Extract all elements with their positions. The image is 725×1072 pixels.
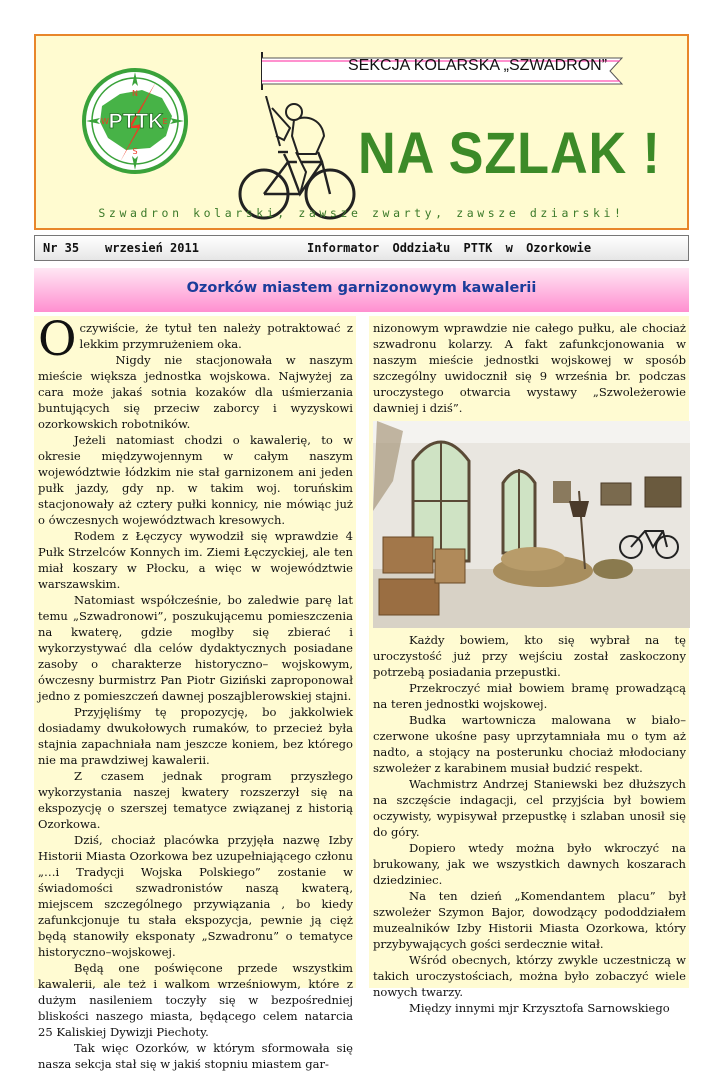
magazine-title: NA SZLAK ! xyxy=(358,121,661,186)
article-right-column-bottom xyxy=(373,632,686,1016)
article-paragraph: Będą one poświęcone przede wszystkim kawalerii, ale też i walkom wrześniowym, które z dużym nasileniem toczyły się w bezpośredniej bliskości naszego miasta, będącego celem natarcia 25 Kaliskiej Dywizji Piechoty. xyxy=(38,961,353,1039)
publisher: Informator Oddziału PTTK w Ozorkowie xyxy=(307,241,592,255)
article-paragraph: Oczywiście, że tytuł ten należy potraktować z lekkim przymrużeniem oka. xyxy=(38,312,353,367)
issue-info-bar xyxy=(34,235,689,261)
article-paragraph: Z czasem jednak program przyszłego wykorzystania naszej kwatery rozszerzył się na ekspozycję o szerszej tematyce związanej z historią Ozorkowa. xyxy=(38,769,353,831)
article-paragraph: Dopiero wtedy można było wkroczyć na brukowany, jak we wszystkich dawnych koszarach dziedziniec. xyxy=(373,841,686,887)
issue-number: Nr 35 xyxy=(43,241,80,255)
pttk-logo-text: PTTK xyxy=(108,110,164,133)
article-paragraph: Między innymi mjr Krzysztofa Sarnowskiego xyxy=(409,1001,670,1015)
article-headline: Ozorków miastem garnizonowym kawalerii xyxy=(186,280,537,296)
article-left-column xyxy=(34,312,356,1071)
article-paragraph: Natomiast współcześnie, bo zaledwie parę lat temu „Szwadronowi”, poszukującemu pomieszczenia na kwaterę, gdzie mogłby się zbierać i wykorzystywać dla celów dydaktycznych posiadane zasoby o charakterze historyczno– wojskowym, ówczesny burmistrz Pan Piotr Giziński zaproponował jedno z pomieszczeń dawnej poszajblerowskiej stajni. xyxy=(38,593,353,703)
article-paragraph: nizonowym wprawdzie nie całego pułku, ale chociaż szwadronu kolarzy. A fakt zafunkcjonowania w naszym mieście jednostki wojskowej w sposób szczególny uwidocznił się 9 września br. podczas uroczystego otwarcia wystawy „Szwoleżerowie dawniej i dziś”. xyxy=(373,321,686,415)
section-banner-text: SEKCJA KOLARSKA „SZWADRON” xyxy=(348,57,608,74)
article-paragraph: Przekroczyć miał bowiem bramę prowadzącą na teren jednostki wojskowej. xyxy=(373,681,686,711)
article-paragraph: Budka wartownicza malowana w biało– czerwone ukośne pasy uprzytamniała mu o tym aż nadto, a stojący na posterunku chociaż młodociany szwoleżer z karabinem musiał budzić respekt. xyxy=(373,713,686,775)
article-paragraph: Jeżeli natomiast chodzi o kawalerię, to w okresie międzywojennym w całym naszym województwie łódzkim nie stał garnizonem ani jeden pułk jazdy, gdy np. w takim woj. toruńskim stacjonowały aż cztery pułki konnicy, nie mówiąc już o ówczesnych województwach kresowych. xyxy=(38,433,353,527)
article-paragraph: Wachmistrz Andrzej Staniewski bez dłuższych na szczęście indagacji, cel przyjścia był bowiem oczywisty, wypisywał przepustkę i szlaban unosił się do góry. xyxy=(373,777,686,839)
masthead xyxy=(34,34,689,230)
motto: Szwadron kolarski, zawsze zwarty, zawsze dziarski! xyxy=(98,206,625,220)
compass-w: W xyxy=(101,117,109,126)
pttk-compass-logo xyxy=(80,66,190,176)
drop-cap: O xyxy=(38,312,77,367)
compass-s: S xyxy=(132,147,138,156)
article-paragraph: Na ten dzień „Komendantem placu” był szwoleżer Szymon Bajor, dowodzący pododdziałem muzealników Izby Historii Miasta Ozorkowa, który przybywających gości serdecznie witał. xyxy=(373,889,686,951)
article-paragraph: Wśród obecnych, którzy zwykle uczestniczą w takich uroczystościach, można było zobaczyć wiele nowych twarzy. xyxy=(373,953,686,999)
article-paragraph: Rodem z Łęczycy wywodził się wprawdzie 4 Pułk Strzelców Konnych im. Ziemi Łęczyckiej, ale ten miał koszary w Płocku, a więc w województwie warszawskim. xyxy=(38,529,353,591)
cyclist-illustration xyxy=(236,96,356,221)
compass-n: N xyxy=(132,89,138,98)
article-paragraph: Przyjęliśmy tę propozycję, bo jakkolwiek dosiadamy dwukołowych rumaków, to przecież była stajnia zapachniała nam jeszcze koniem, bez którego nie ma prawdziwej kawalerii. xyxy=(38,705,353,767)
issue-date: wrzesień 2011 xyxy=(105,241,199,255)
compass-e: E xyxy=(162,117,168,126)
article-paragraph: Dziś, chociaż placówka przyjęła nazwę Izby Historii Miasta Ozorkowa bez uzupełniającego członu „…i Tradycji Wojska Polskiego” zostanie w świadomości szwadronistów naszą kwaterą, miejscem szczególnego przywiązania , bo kiedy zafunkcjonuje tu stała ekspozycja, pewnie ją cięż będą stanowiły eksponaty „Szwadronu” o tematyce historyczno–wojskowej. xyxy=(38,833,353,959)
article-paragraph: Tak więc Ozorków, w którym sformowała się nasza sekcja stał się w jakiś stopniu miastem gar- xyxy=(38,1041,353,1071)
article-paragraph: Nigdy nie stacjonowała w naszym mieście większa jednostka wojskowa. Najwyżej za cara może jakaś sotnia kozaków dla uśmierzania buntujących się przeciw zaborcy i wyzyskowi ozorkowskich robotników. xyxy=(38,353,353,431)
article-paragraph: Każdy bowiem, kto się wybrał na tę uroczystość już przy wejściu został zaskoczony potrzebą posiadania przepustki. xyxy=(373,633,686,679)
headline-box xyxy=(34,268,689,312)
exhibition-photo xyxy=(373,421,690,628)
